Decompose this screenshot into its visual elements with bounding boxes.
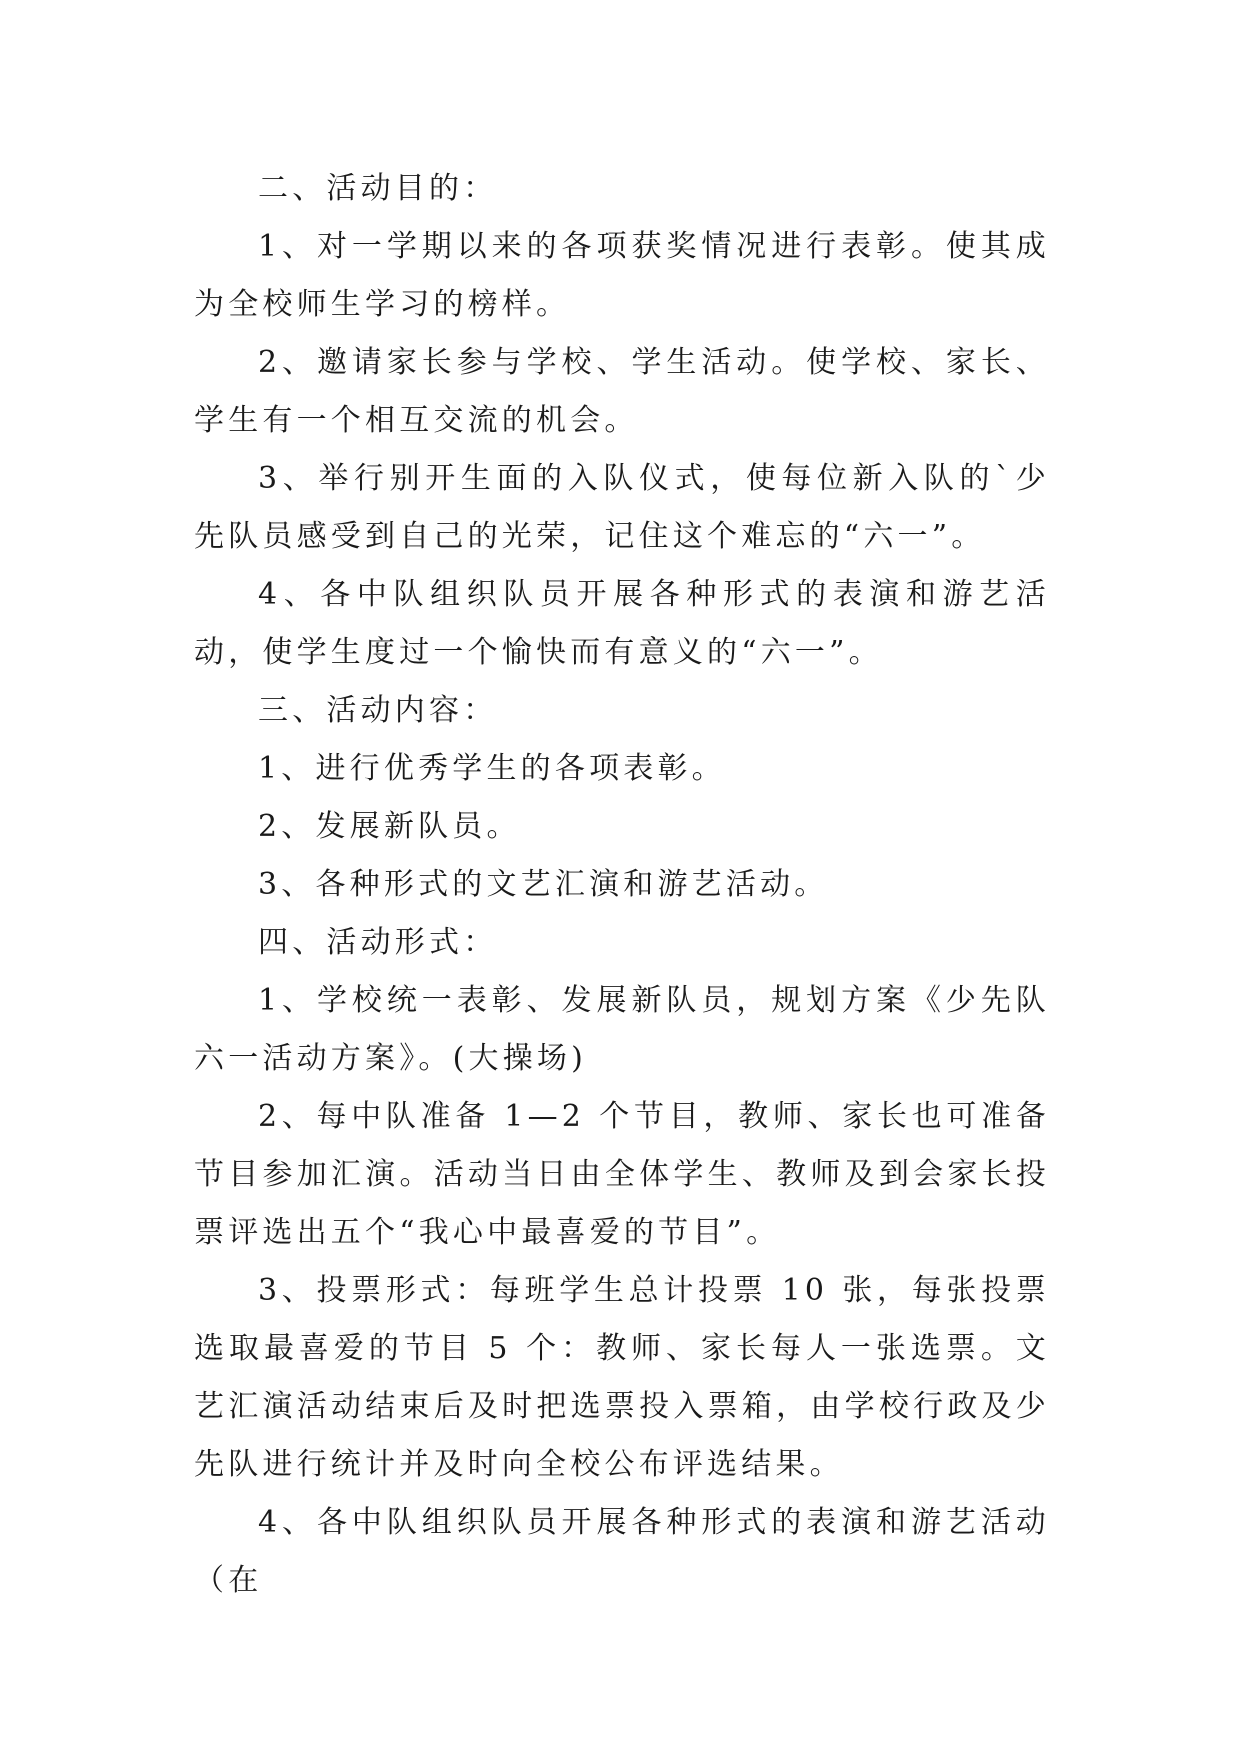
paragraph: 1、进行优秀学生的各项表彰。 xyxy=(258,751,726,786)
heading-activity-content: 三、活动内容： xyxy=(258,693,498,728)
heading-activity-purpose: 二、活动目的： xyxy=(258,171,498,206)
paragraph: 4、各中队组织队员开展各种形式的表演和游艺活动（在 xyxy=(194,1505,1050,1598)
paragraph: 3、举行别开生面的入队仪式，使每位新入队的`少先队员感受到自己的光荣，记住这个难忘的“六一”。 xyxy=(194,461,1050,554)
paragraph: 1、学校统一表彰、发展新队员，规划方案《少先队六一活动方案》。(大操场) xyxy=(194,983,1050,1076)
paragraph: 3、各种形式的文艺汇演和游艺活动。 xyxy=(258,867,829,902)
paragraph: 2、邀请家长参与学校、学生活动。使学校、家长、学生有一个相互交流的机会。 xyxy=(194,345,1050,438)
heading-activity-form: 四、活动形式： xyxy=(258,925,498,960)
paragraph: 1、对一学期以来的各项获奖情况进行表彰。使其成为全校师生学习的榜样。 xyxy=(194,229,1050,322)
paragraph: 2、发展新队员。 xyxy=(258,809,521,844)
document-body xyxy=(194,160,1050,1610)
paragraph: 2、每中队准备 1—2 个节目，教师、家长也可准备节目参加汇演。活动当日由全体学生、教师及到会家长投票评选出五个“我心中最喜爱的节目”。 xyxy=(194,1099,1050,1250)
paragraph: 4、各中队组织队员开展各种形式的表演和游艺活动，使学生度过一个愉快而有意义的“六一”。 xyxy=(194,577,1050,670)
paragraph: 3、投票形式：每班学生总计投票 10 张，每张投票选取最喜爱的节目 5 个：教师、家长每人一张选票。文艺汇演活动结束后及时把选票投入票箱，由学校行政及少先队进行统计并及时向全校公布评选结果。 xyxy=(194,1273,1050,1482)
